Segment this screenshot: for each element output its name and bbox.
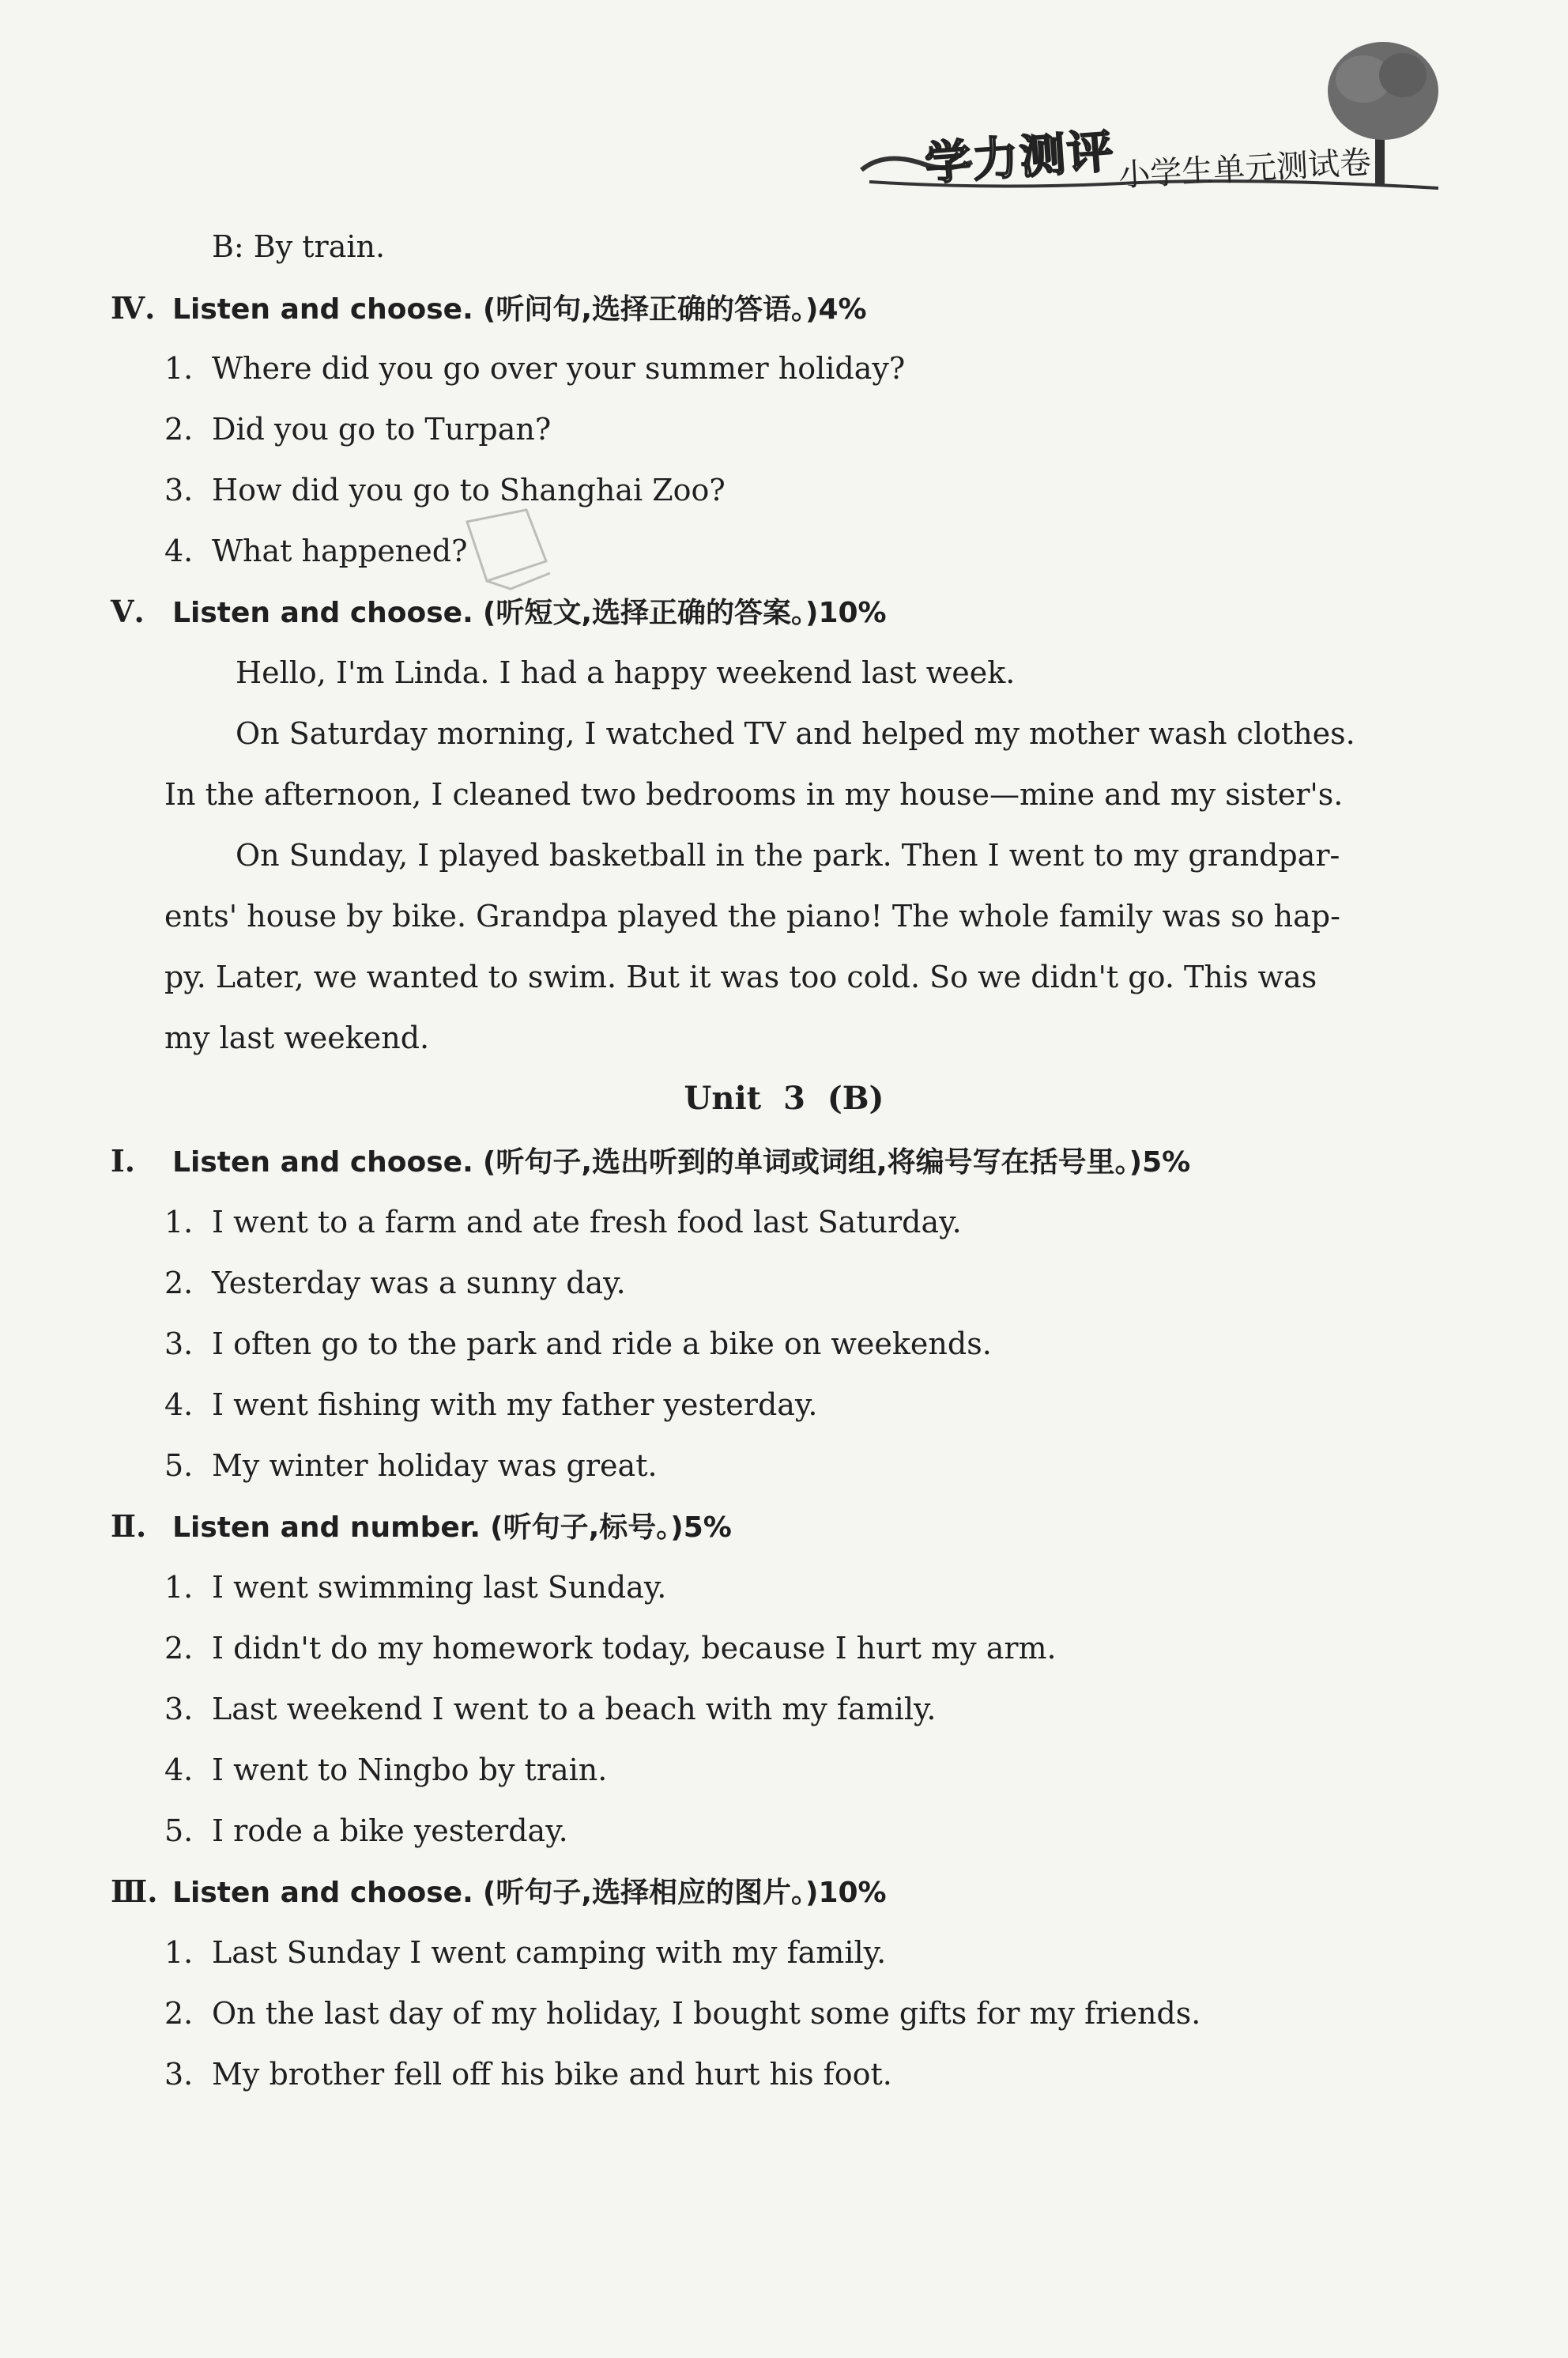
section-roman-numeral: Ⅴ. <box>111 594 145 629</box>
list-item: 5. I rode a bike yesterday. <box>164 1813 568 1848</box>
list-item: 1. Where did you go over your summer holiday? <box>164 351 906 386</box>
list-item: 3. My brother fell off his bike and hurt his foot. <box>164 2057 892 2092</box>
list-item: 4. I went to Ningbo by train. <box>164 1752 608 1787</box>
section-roman-numeral: Ⅰ. <box>111 1143 136 1179</box>
passage-line: On Saturday morning, I watched TV and helped my mother wash clothes. <box>236 716 1355 751</box>
list-item: 1. I went to a farm and ate fresh food last Saturday. <box>164 1205 962 1239</box>
list-item: 1. Last Sunday I went camping with my family. <box>164 1935 887 1970</box>
passage-line: ents' house by bike. Grandpa played the piano! The whole family was so hap- <box>164 899 1340 934</box>
section-3-heading <box>111 1873 887 1912</box>
section-roman-numeral: Ⅲ. <box>111 1873 158 1909</box>
list-item: 3. How did you go to Shanghai Zoo? <box>164 473 726 507</box>
passage-line: Hello, I'm Linda. I had a happy weekend last week. <box>236 655 1016 690</box>
list-item: 5. My winter holiday was great. <box>164 1448 658 1483</box>
section-instruction-cn: (听句子,标号。)5% <box>490 1511 732 1544</box>
section-instruction-cn: (听问句,选择正确的答语。)4% <box>482 293 867 326</box>
section-instruction-cn: (听短文,选择正确的答案。)10% <box>482 597 887 629</box>
section-roman-numeral: Ⅱ. <box>111 1508 147 1544</box>
list-item: 2. On the last day of my holiday, I bought some gifts for my friends. <box>164 1996 1201 2031</box>
list-item: 2. Yesterday was a sunny day. <box>164 1266 626 1300</box>
list-item: 4. What happened? <box>164 534 468 568</box>
passage-line: py. Later, we wanted to swim. But it was too cold. So we didn't go. This was <box>164 960 1317 994</box>
section-5-heading <box>111 593 887 632</box>
passage-line: On Sunday, I played basketball in the park. Then I went to my grandpar- <box>236 838 1340 873</box>
section-1-heading <box>111 1142 1190 1182</box>
list-item: 3. I often go to the park and ride a bike on weekends. <box>164 1326 992 1361</box>
passage-line: my last weekend. <box>164 1021 430 1055</box>
answer-line: B: By train. <box>212 229 386 264</box>
section-instruction-en: Listen and number. <box>172 1511 481 1544</box>
section-instruction-en: Listen and choose. <box>172 1146 473 1179</box>
list-item: 2. I didn't do my homework today, because I hurt my arm. <box>164 1631 1057 1666</box>
section-instruction-cn: (听句子,选出听到的单词或词组,将编号写在括号里。)5% <box>482 1146 1191 1179</box>
watermark-stamp <box>455 506 558 593</box>
section-2-heading <box>111 1507 732 1547</box>
list-item: 2. Did you go to Turpan? <box>164 412 552 447</box>
section-instruction-en: Listen and choose. <box>172 597 473 629</box>
list-item: 4. I went fishing with my father yesterday. <box>164 1387 818 1422</box>
list-item: 3. Last weekend I went to a beach with my family. <box>164 1692 937 1726</box>
brand-subtitle: 小学生单元测试卷 <box>1118 144 1373 194</box>
section-instruction-en: Listen and choose. <box>172 1877 473 1909</box>
list-item: 1. I went swimming last Sunday. <box>164 1570 667 1605</box>
section-4-heading <box>111 289 867 329</box>
brand-title: 学力测评 <box>923 123 1117 191</box>
page-header <box>838 32 1438 206</box>
passage-line: In the afternoon, I cleaned two bedrooms in my house—mine and my sister's. <box>164 777 1344 812</box>
unit-title: Unit 3 (B) <box>684 1080 884 1117</box>
section-roman-numeral: Ⅳ. <box>111 290 156 326</box>
section-instruction-en: Listen and choose. <box>172 293 473 326</box>
section-instruction-cn: (听句子,选择相应的图片。)10% <box>482 1877 887 1909</box>
